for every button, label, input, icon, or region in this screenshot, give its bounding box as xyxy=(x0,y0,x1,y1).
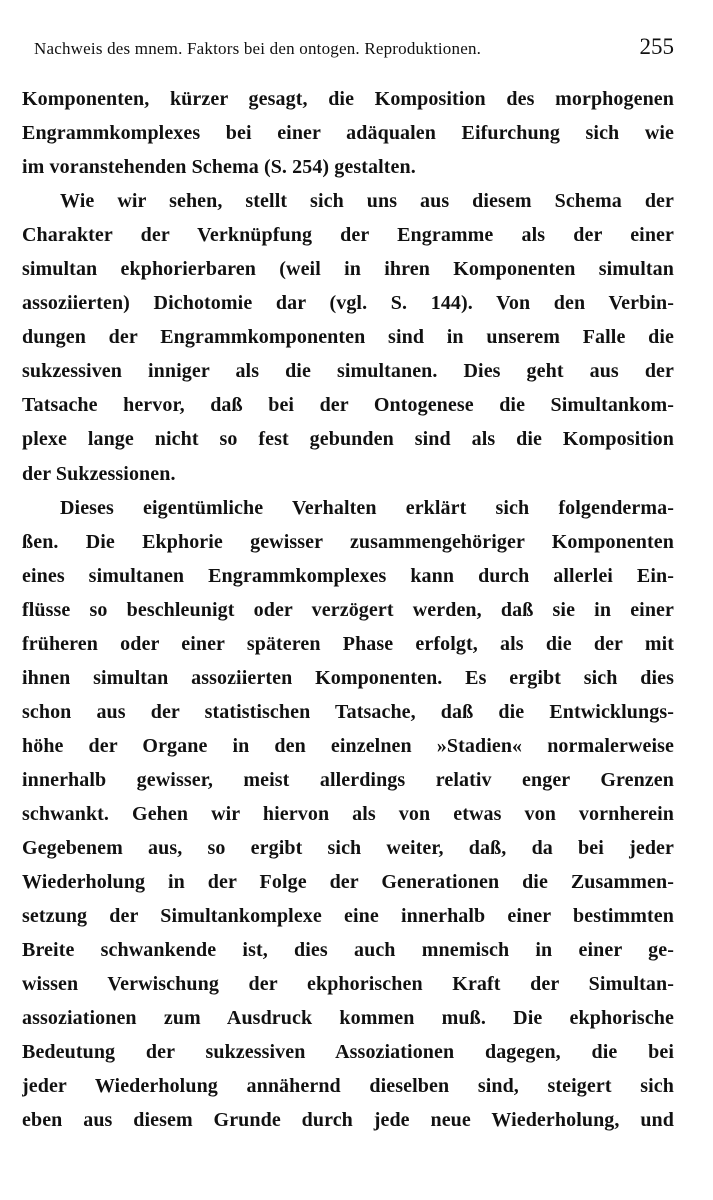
text-line: früheren oder einer späteren Phase erfolgt, als die der mit xyxy=(22,632,674,655)
text-line: sukzessiven inniger als die simultanen. Dies geht aus der xyxy=(22,360,674,383)
text-line: eines simultanen Engrammkomplexes kann durch allerlei Ein- xyxy=(22,564,674,587)
text-line: wissen Verwischung der ekphorischen Kraft der Simultan- xyxy=(22,973,674,996)
text-line: Wie wir sehen, stellt sich uns aus diesem Schema der xyxy=(60,190,674,213)
text-line: dungen der Engrammkomponenten sind in unserem Falle die xyxy=(22,326,674,349)
text-line: Wiederholung in der Folge der Generationen die Zusammen- xyxy=(22,871,674,894)
running-title: Nachweis des mnem. Faktors bei den ontogen. Reproduktionen. xyxy=(34,39,482,58)
text-line: ßen. Die Ekphorie gewisser zusammengehöriger Komponenten xyxy=(22,530,674,553)
text-line: assoziierten) Dichotomie dar (vgl. S. 144). Von den Verbin- xyxy=(22,292,674,315)
text-line: Tatsache hervor, daß bei der Ontogenese die Simultankom- xyxy=(22,394,674,417)
text-line: der Sukzessionen. xyxy=(22,462,176,485)
body-text xyxy=(22,82,674,1137)
text-line: Dieses eigentümliche Verhalten erklärt sich folgenderma- xyxy=(60,496,674,519)
running-head xyxy=(34,34,674,62)
text-line: eben aus diesem Grunde durch jede neue Wiederholung, und xyxy=(22,1109,674,1132)
text-line: Charakter der Verknüpfung der Engramme als der einer xyxy=(22,224,674,247)
text-line: im voranstehenden Schema (S. 254) gestalten. xyxy=(22,156,416,179)
text-line: plexe lange nicht so fest gebunden sind als die Komposition xyxy=(22,428,674,451)
text-line: innerhalb gewisser, meist allerdings relativ enger Grenzen xyxy=(22,768,674,791)
text-line: schwankt. Gehen wir hiervon als von etwas von vornherein xyxy=(22,802,674,825)
text-line: Bedeutung der sukzessiven Assoziationen dagegen, die bei xyxy=(22,1041,674,1064)
text-line: jeder Wiederholung annähernd dieselben sind, steigert sich xyxy=(22,1075,674,1098)
text-line: assoziationen zum Ausdruck kommen muß. Die ekphorische xyxy=(22,1007,674,1030)
text-line: Engrammkomplexes bei einer adäqualen Eifurchung sich wie xyxy=(22,122,674,145)
text-line: setzung der Simultankomplexe eine innerhalb einer bestimmten xyxy=(22,905,674,928)
text-line: Komponenten, kürzer gesagt, die Komposition des morphogenen xyxy=(22,88,674,110)
text-line: simultan ekphorierbaren (weil in ihren Komponenten simultan xyxy=(22,258,674,281)
text-line: Gegebenem aus, so ergibt sich weiter, daß, da bei jeder xyxy=(22,837,674,860)
text-line: schon aus der statistischen Tatsache, daß die Entwicklungs- xyxy=(22,700,674,723)
text-line: Breite schwankende ist, dies auch mnemisch in einer ge- xyxy=(22,939,674,962)
page-number: 255 xyxy=(639,34,674,59)
text-line: höhe der Organe in den einzelnen »Stadien« normalerweise xyxy=(22,734,674,757)
text-line: flüsse so beschleunigt oder verzögert werden, daß sie in einer xyxy=(22,598,674,621)
text-line: ihnen simultan assoziierten Komponenten. Es ergibt sich dies xyxy=(22,666,674,689)
